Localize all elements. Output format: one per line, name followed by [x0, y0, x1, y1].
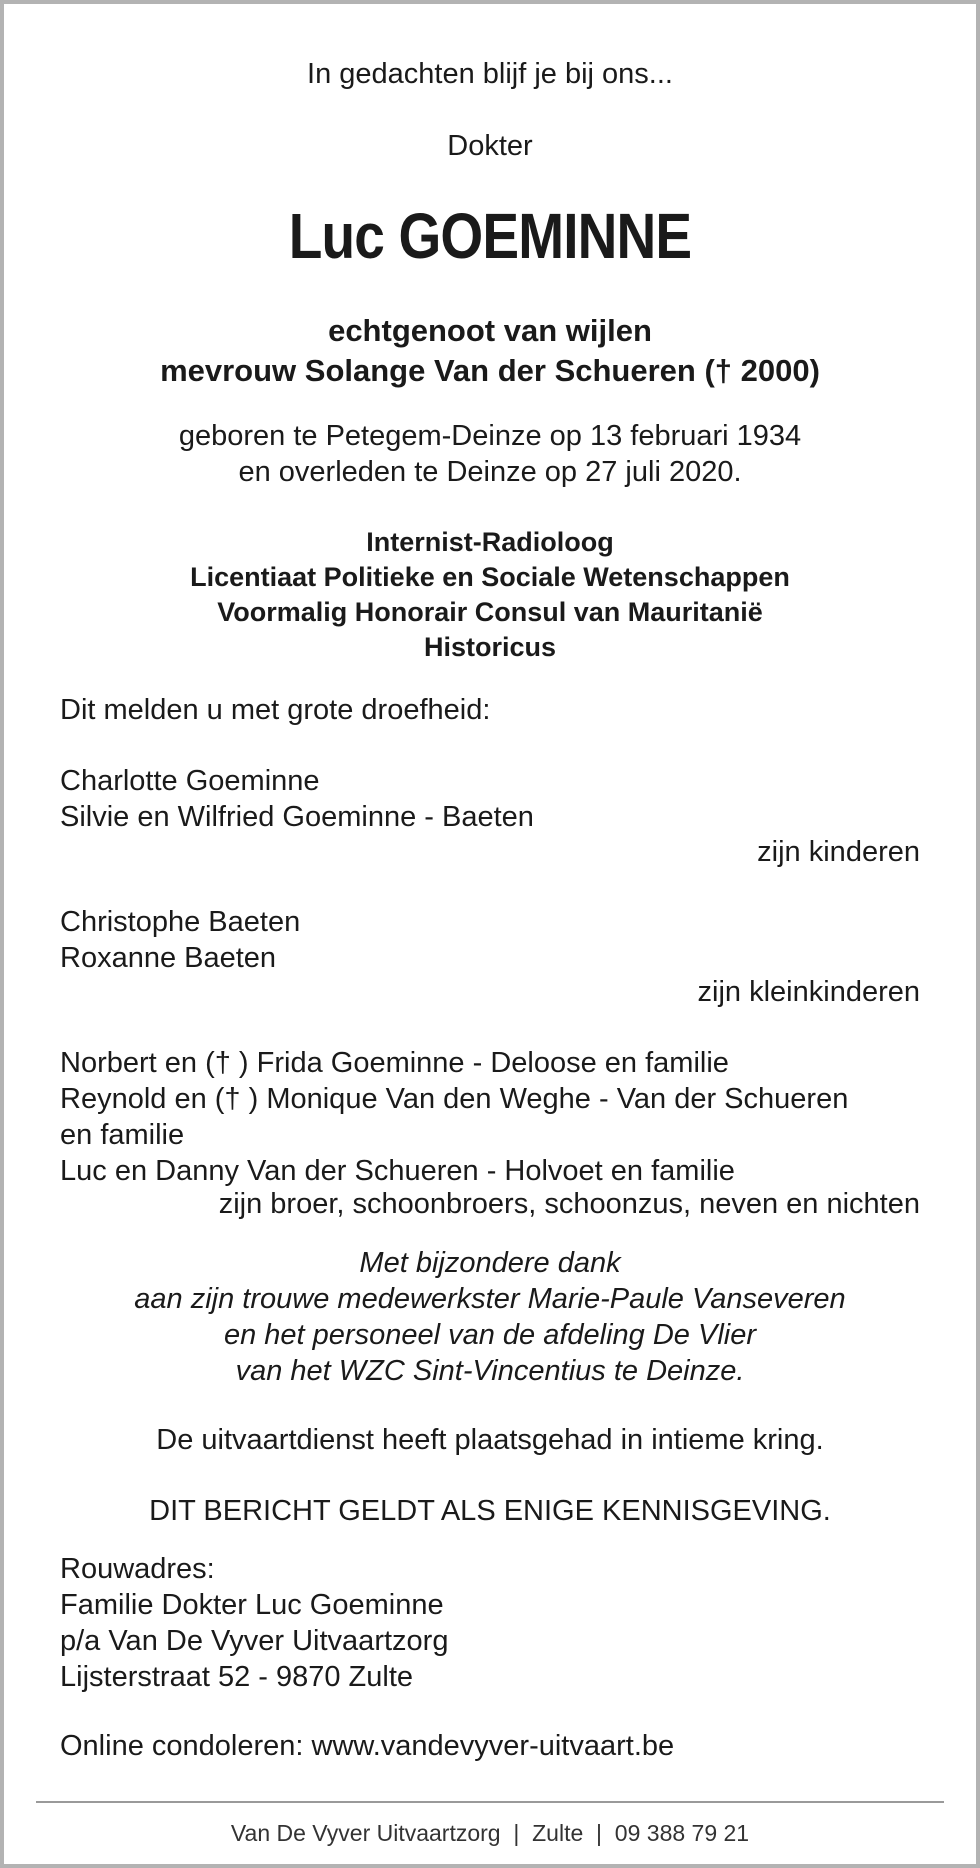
list-item: Norbert en († ) Frida Goeminne - Deloose en familie [60, 1047, 729, 1079]
list-item: Luc en Danny Van der Schueren - Holvoet en familie [60, 1155, 735, 1187]
family-list [60, 1045, 976, 1189]
address-line: Familie Dokter Luc Goeminne [60, 1589, 444, 1621]
list-item: Silvie en Wilfried Goeminne - Baeten [60, 801, 534, 833]
opening-line: In gedachten blijf je bij ons... [307, 58, 673, 90]
thanks-line: en het personeel van de afdeling De Vlier [223, 1319, 757, 1351]
grandchildren-relation: zijn kleinkinderen [697, 976, 920, 1008]
address-block [60, 1551, 976, 1695]
thanks-line: van het WZC Sint-Vincentius te Deinze. [235, 1355, 745, 1387]
children-relation: zijn kinderen [757, 836, 920, 868]
online-condolence: Online condoleren: www.vandevyver-uitvaart.be [60, 1730, 675, 1762]
footer: Van De Vyver Uitvaartzorg | Zulte | 09 388 79 21 [230, 1820, 750, 1846]
funeral-line: De uitvaartdienst heeft plaatsgehad in intieme kring. [156, 1424, 824, 1456]
children-list [60, 763, 976, 835]
thanks-line: aan zijn trouwe medewerkster Marie-Paule Vanseveren [134, 1283, 846, 1315]
list-item: Christophe Baeten [60, 906, 301, 938]
title-line: Voormalig Honorair Consul van Mauritanië [217, 597, 763, 627]
address-line: p/a Van De Vyver Uitvaartzorg [60, 1625, 449, 1657]
death-line: en overleden te Deinze op 27 juli 2020. [238, 456, 742, 488]
honorific: Dokter [447, 130, 533, 162]
title-line: Licentiaat Politieke en Sociale Wetenschappen [190, 562, 790, 592]
list-item: Roxanne Baeten [60, 942, 277, 974]
notice-line: DIT BERICHT GELDT ALS ENIGE KENNISGEVING. [149, 1495, 831, 1527]
thanks-line: Met bijzondere dank [359, 1247, 621, 1279]
announcement: Dit melden u met grote droefheid: [60, 694, 491, 726]
grandchildren-list [60, 904, 976, 976]
titles-block [4, 525, 976, 665]
spouse-line-1: echtgenoot van wijlen [328, 313, 652, 348]
title-line: Historicus [423, 632, 557, 662]
spouse-heading [4, 311, 976, 391]
footer-divider [36, 1801, 944, 1803]
list-item: en familie [60, 1119, 185, 1151]
thanks-block [4, 1245, 976, 1389]
deceased-name: Luc GOEMINNE [288, 200, 692, 272]
birth-line: geboren te Petegem-Deinze op 13 februari 1934 [178, 420, 802, 452]
life-dates [4, 418, 976, 490]
title-line: Internist-Radioloog [366, 527, 614, 557]
family-relation: zijn broer, schoonbroers, schoonzus, neven en nichten [218, 1188, 920, 1220]
address-label: Rouwadres: [60, 1553, 215, 1585]
spouse-line-2: mevrouw Solange Van der Schueren († 2000) [160, 353, 820, 388]
address-line: Lijsterstraat 52 - 9870 Zulte [60, 1661, 414, 1693]
list-item: Reynold en († ) Monique Van den Weghe - Van der Schueren [60, 1083, 849, 1115]
list-item: Charlotte Goeminne [60, 765, 320, 797]
